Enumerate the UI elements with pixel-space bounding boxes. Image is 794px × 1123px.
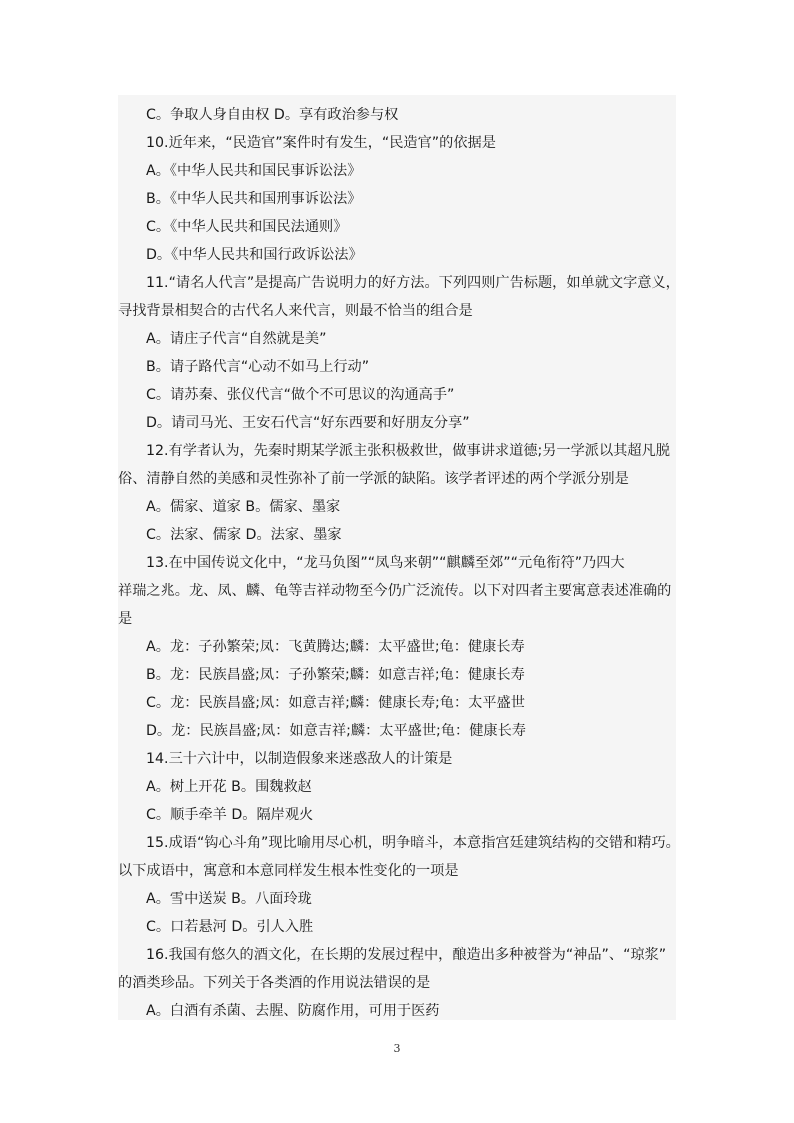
option-line: C。口若悬河 D。引人入胜: [146, 919, 314, 935]
option-line: A。《中华人民共和国民事诉讼法》: [146, 163, 362, 179]
question-13-continued: 祥瑞之兆。龙、凤、麟、龟等吉祥动物至今仍广泛流传。以下对四者主要寓意表述准确的: [118, 583, 672, 599]
question-10: 10.近年来，“民造官”案件时有发生，“民造官”的依据是: [146, 135, 496, 151]
question-15-continued: 以下成语中，寓意和本意同样发生根本性变化的一项是: [118, 863, 459, 879]
question-15: 15.成语“钩心斗角”现比喻用尽心机，明争暗斗，本意指宫廷建筑结构的交错和精巧。: [146, 835, 680, 851]
question-16-continued: 的酒类珍品。下列关于各类酒的作用说法错误的是: [118, 975, 431, 991]
option-line: C。《中华人民共和国民法通则》: [146, 219, 348, 235]
option-line: A。树上开花 B。围魏救赵: [146, 779, 312, 795]
option-line: D。请司马光、王安石代言“好东西要和好朋友分享”: [146, 415, 470, 431]
option-line: A。白酒有杀菌、去腥、防腐作用，可用于医药: [146, 1003, 440, 1019]
question-14: 14.三十六计中，以制造假象来迷惑敌人的计策是: [146, 751, 453, 767]
question-11: 11.“请名人代言”是提高广告说明力的好方法。下列四则广告标题，如单就文字意义，: [146, 275, 680, 291]
page-number: 3: [393, 1042, 401, 1055]
question-13-continued: 是: [118, 611, 133, 627]
option-line: C。龙：民族昌盛;凤：如意吉祥;麟：健康长寿;龟：太平盛世: [146, 695, 525, 711]
option-line: C。请苏秦、张仪代言“做个不可思议的沟通高手”: [146, 387, 455, 403]
question-13: 13.在中国传说文化中，“龙马负图”“凤鸟来朝”“麒麟至郊”“元龟衔符”乃四大: [146, 555, 625, 571]
question-11-continued: 寻找背景相契合的古代名人来代言，则最不恰当的组合是: [118, 303, 473, 319]
document-body: [118, 101, 680, 1025]
option-line: B。《中华人民共和国刑事诉讼法》: [146, 191, 362, 207]
question-16: 16.我国有悠久的酒文化，在长期的发展过程中，酿造出多种被誉为“神品”、“琼浆”: [146, 947, 667, 963]
option-line: D。《中华人民共和国行政诉讼法》: [146, 247, 363, 263]
option-line: C。争取人身自由权 D。享有政治参与权: [146, 107, 399, 123]
option-line: C。法家、儒家 D。法家、墨家: [146, 527, 342, 543]
option-line: A。儒家、道家 B。儒家、墨家: [146, 499, 341, 515]
option-line: D。龙：民族昌盛;凤：如意吉祥;麟：太平盛世;龟：健康长寿: [146, 723, 526, 739]
option-line: A。雪中送炭 B。八面玲珑: [146, 891, 312, 907]
question-12: 12.有学者认为，先秦时期某学派主张积极救世，做事讲求道德;另一学派以其超凡脱: [146, 443, 670, 459]
option-line: A。请庄子代言“自然就是美”: [146, 331, 327, 347]
option-line: C。顺手牵羊 D。隔岸观火: [146, 807, 314, 823]
option-line: B。龙：民族昌盛;凤：子孙繁荣;麟：如意吉祥;龟：健康长寿: [146, 667, 525, 683]
question-12-continued: 俗、清静自然的美感和灵性弥补了前一学派的缺陷。该学者评述的两个学派分别是: [118, 471, 629, 487]
option-line: B。请子路代言“心动不如马上行动”: [146, 359, 370, 375]
option-line: A。龙：子孙繁荣;凤：飞黄腾达;麟：太平盛世;龟：健康长寿: [146, 639, 525, 655]
